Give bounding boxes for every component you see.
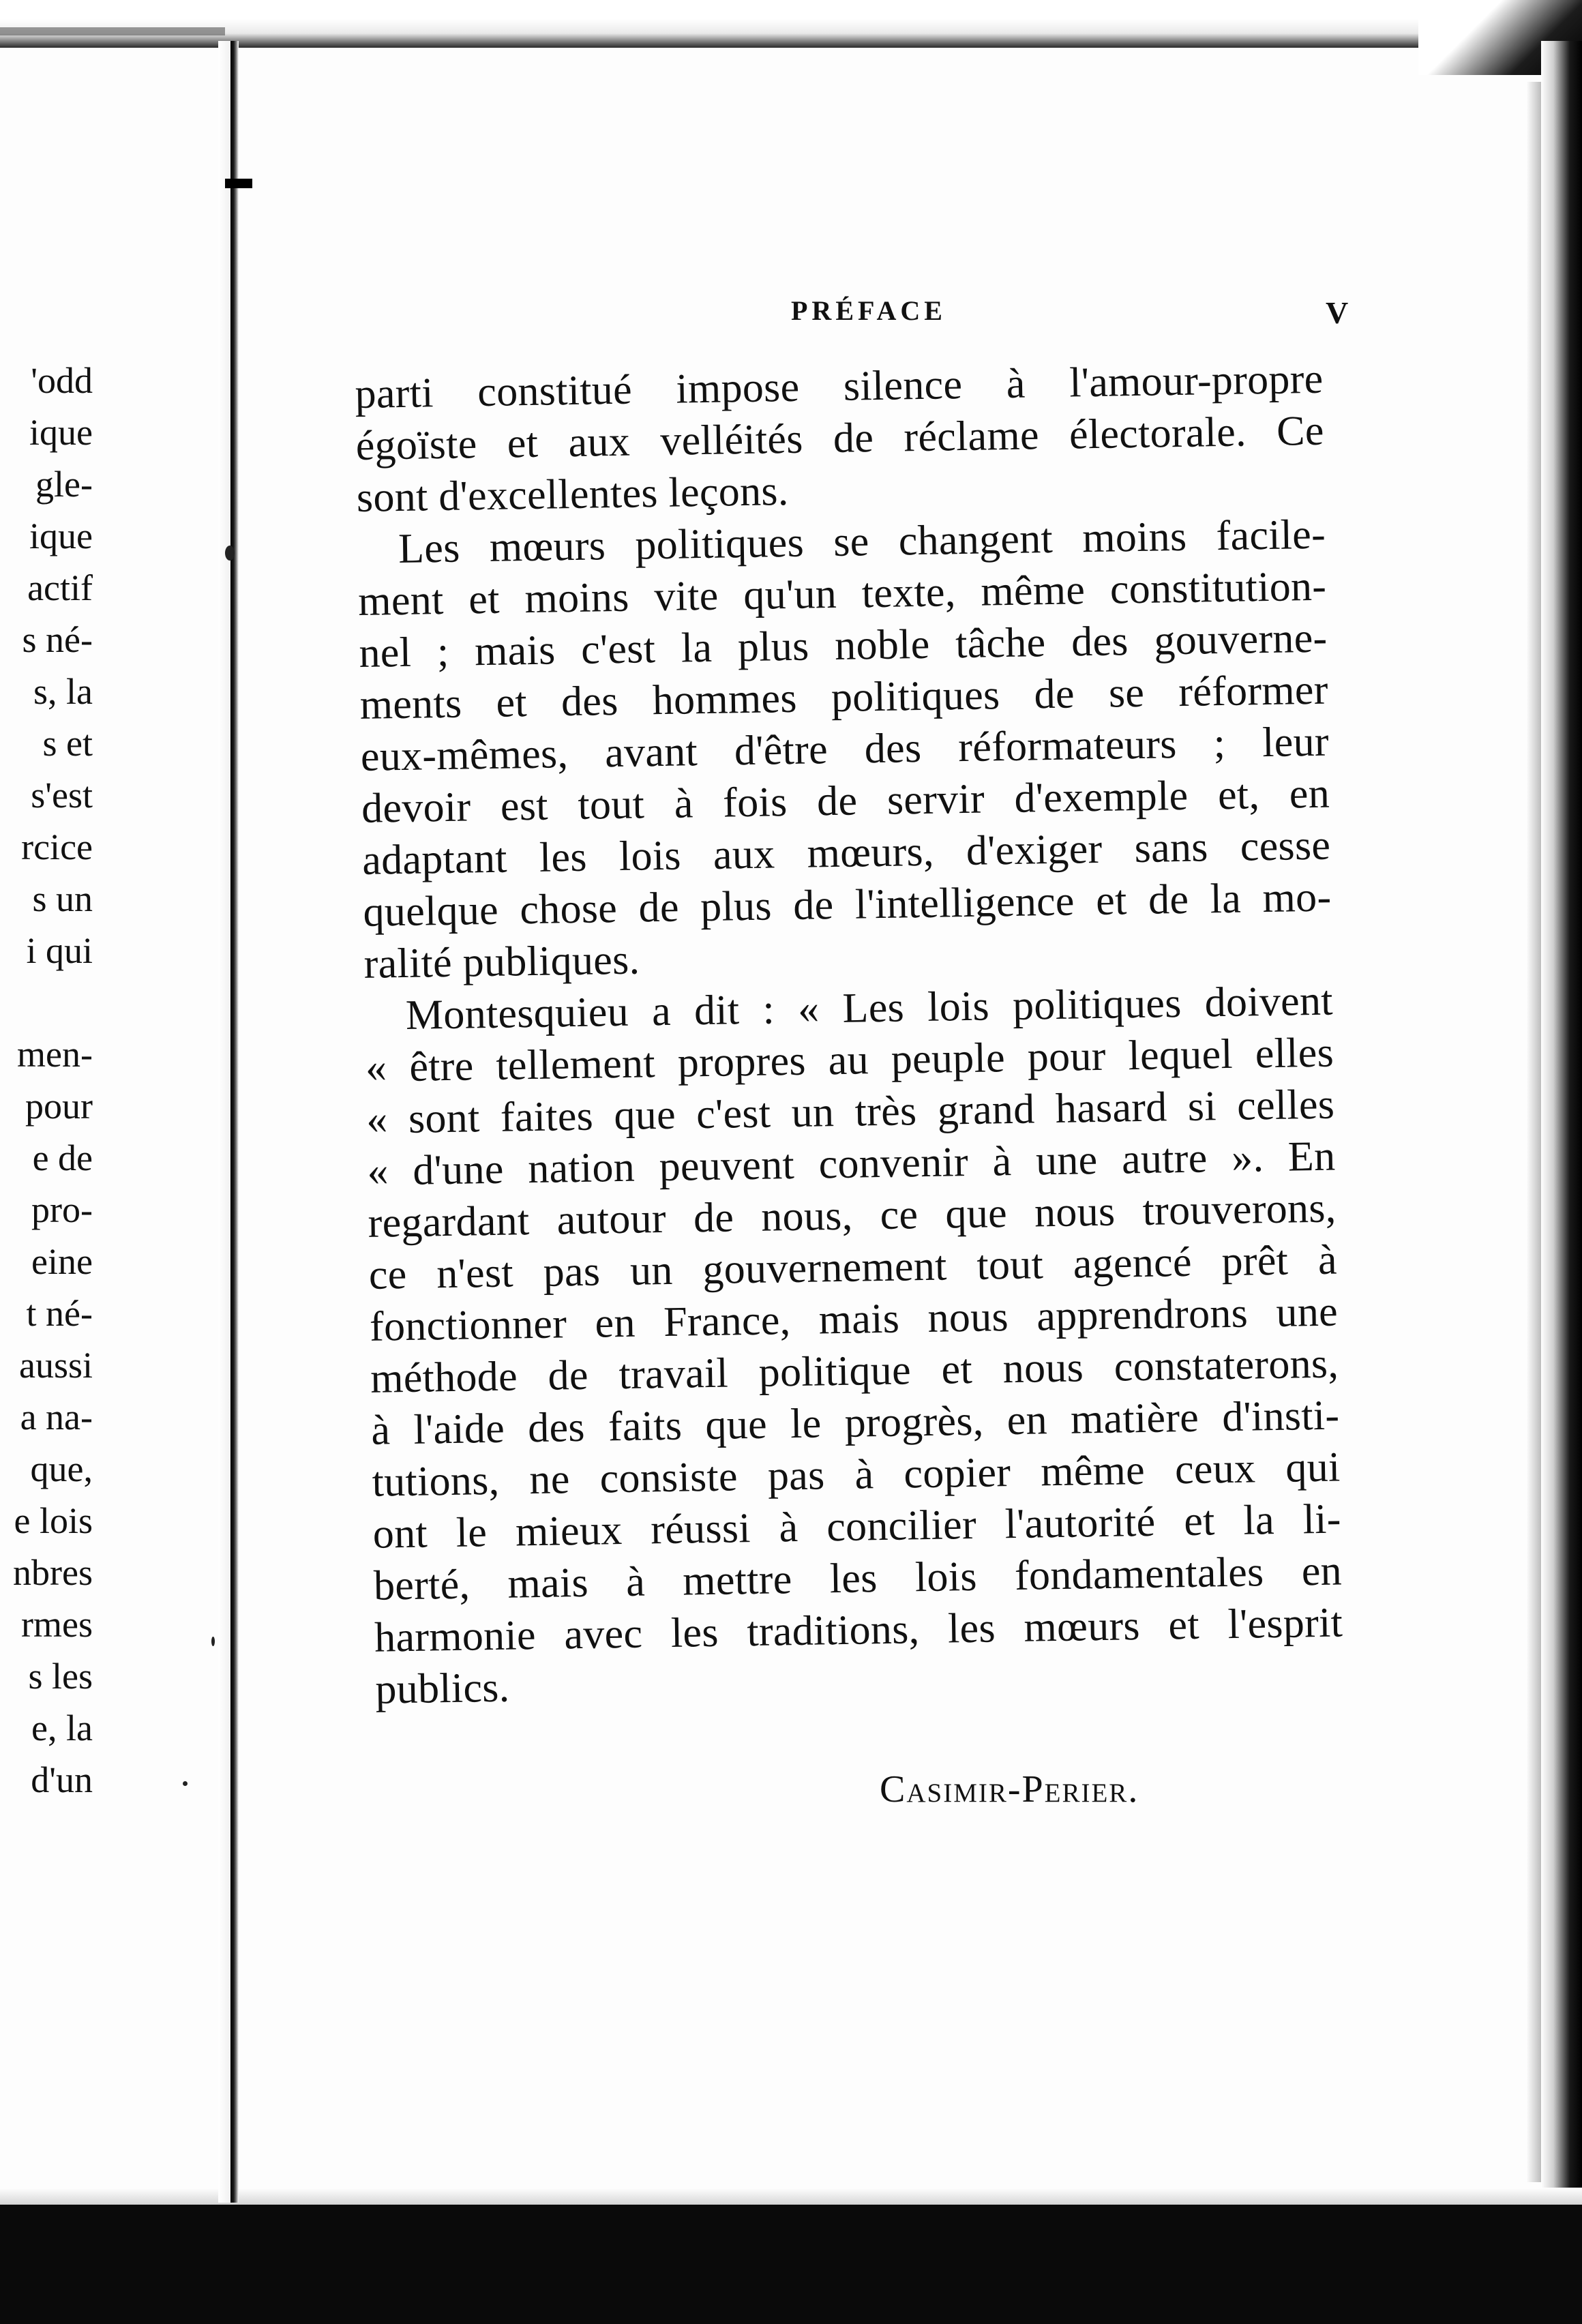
left-page-line: rmes — [21, 1604, 93, 1645]
body-line: quelque chose de plus de l'intelligence et de la mo- — [363, 874, 1332, 936]
body-line: devoir est tout à fois de servir d'exemple et, en — [361, 770, 1330, 832]
body-line: adaptant les lois aux mœurs, d'exiger sans cesse — [361, 822, 1331, 884]
left-page-line: e de — [32, 1137, 93, 1178]
body-line: ce n'est pas un gouvernement tout agencé prêt à — [368, 1236, 1338, 1298]
right-page-edge-highlight — [1526, 82, 1541, 2182]
bottom-scan-border — [0, 2205, 1582, 2324]
body-line: ments et des hommes politiques de se réformer — [359, 666, 1329, 728]
body-line: fonctionner en France, mais nous apprendrons une — [369, 1288, 1339, 1350]
body-line: méthode de travail politique et nous constaterons, — [370, 1340, 1339, 1402]
left-page-line: ique — [29, 412, 93, 453]
body-line: Les mœurs politiques se changent moins facile- — [398, 511, 1326, 573]
body-line: « d'une nation peuvent convenir à une autre ». En — [366, 1133, 1336, 1195]
body-line: « sont faites que c'est un très grand hasard si celles — [365, 1081, 1335, 1143]
right-page-edge — [1541, 41, 1582, 2223]
body-line: Montesquieu a dit : « Les lois politiques doivent — [405, 977, 1334, 1039]
left-page-line: aussi — [19, 1345, 93, 1386]
top-edge-smear — [0, 27, 225, 35]
left-page-line: s, la — [33, 671, 93, 712]
left-page-line: s un — [32, 878, 93, 919]
spine-mark — [225, 179, 252, 188]
body-line: nel ; mais c'est la plus noble tâche des gouverne- — [359, 614, 1328, 676]
left-page-line: ique — [29, 516, 93, 556]
left-page-line: pro- — [31, 1189, 93, 1230]
book-spine — [230, 41, 239, 2203]
body-line: ont le mieux réussi à concilier l'autorité et la li- — [372, 1495, 1342, 1558]
body-line: parti constitué impose silence à l'amour-propre — [355, 355, 1324, 417]
body-line: regardant autour de nous, ce que nous trouverons, — [368, 1185, 1337, 1247]
body-line: eux-mêmes, avant d'être des réformateurs ; leur — [360, 718, 1330, 780]
left-page-line: d'un — [31, 1759, 93, 1800]
left-page-line: s et — [42, 723, 93, 764]
left-page-line: que, — [30, 1448, 93, 1489]
body-line: égoïste et aux velléités de réclame électorale. Ce — [355, 407, 1325, 469]
body-line: harmonie avec les traditions, les mœurs et l'esprit — [374, 1599, 1343, 1661]
print-speck — [211, 1637, 215, 1646]
body-line: tutions, ne consiste pas à copier même ceux qui — [372, 1444, 1341, 1506]
body-line: berté, mais à mettre les lois fondamentales en — [373, 1547, 1343, 1609]
left-page-line: a na- — [20, 1397, 93, 1437]
running-head: PRÉFACE — [791, 295, 946, 326]
left-page-line: gle- — [35, 464, 93, 505]
body-line: sont d'excellentes leçons. — [356, 468, 790, 521]
left-page-line: i qui — [26, 930, 93, 971]
left-page-line: s les — [28, 1656, 93, 1697]
left-page-line: s'est — [31, 775, 93, 816]
print-speck — [183, 1781, 188, 1786]
left-page-line: eine — [31, 1241, 93, 1282]
left-page-line: rcice — [21, 826, 93, 867]
spine-shadow — [218, 41, 232, 2203]
author-signature: Casimir-Perier. — [880, 1768, 1139, 1811]
left-page-line: men- — [17, 1034, 93, 1075]
left-page-line: e lois — [14, 1500, 93, 1541]
print-speck — [225, 546, 235, 561]
body-line: ralité publiques. — [363, 936, 640, 987]
body-line: ment et moins vite qu'un texte, même constitution- — [357, 563, 1327, 625]
left-page-line: s né- — [22, 619, 93, 660]
body-line: à l'aide des faits que le progrès, en matière d'insti- — [370, 1392, 1340, 1454]
left-page-line: nbres — [13, 1552, 93, 1593]
body-text — [355, 353, 1344, 1716]
body-line: « être tellement propres au peuple pour lequel elles — [365, 1029, 1334, 1091]
page-number: V — [1326, 295, 1349, 330]
left-page-line: t né- — [26, 1293, 93, 1334]
left-page-line: 'odd — [31, 360, 93, 401]
left-page-line: e, la — [31, 1708, 93, 1748]
left-page-line: pour — [25, 1086, 93, 1127]
left-page-line: actif — [27, 567, 93, 608]
body-line: publics. — [374, 1664, 510, 1713]
